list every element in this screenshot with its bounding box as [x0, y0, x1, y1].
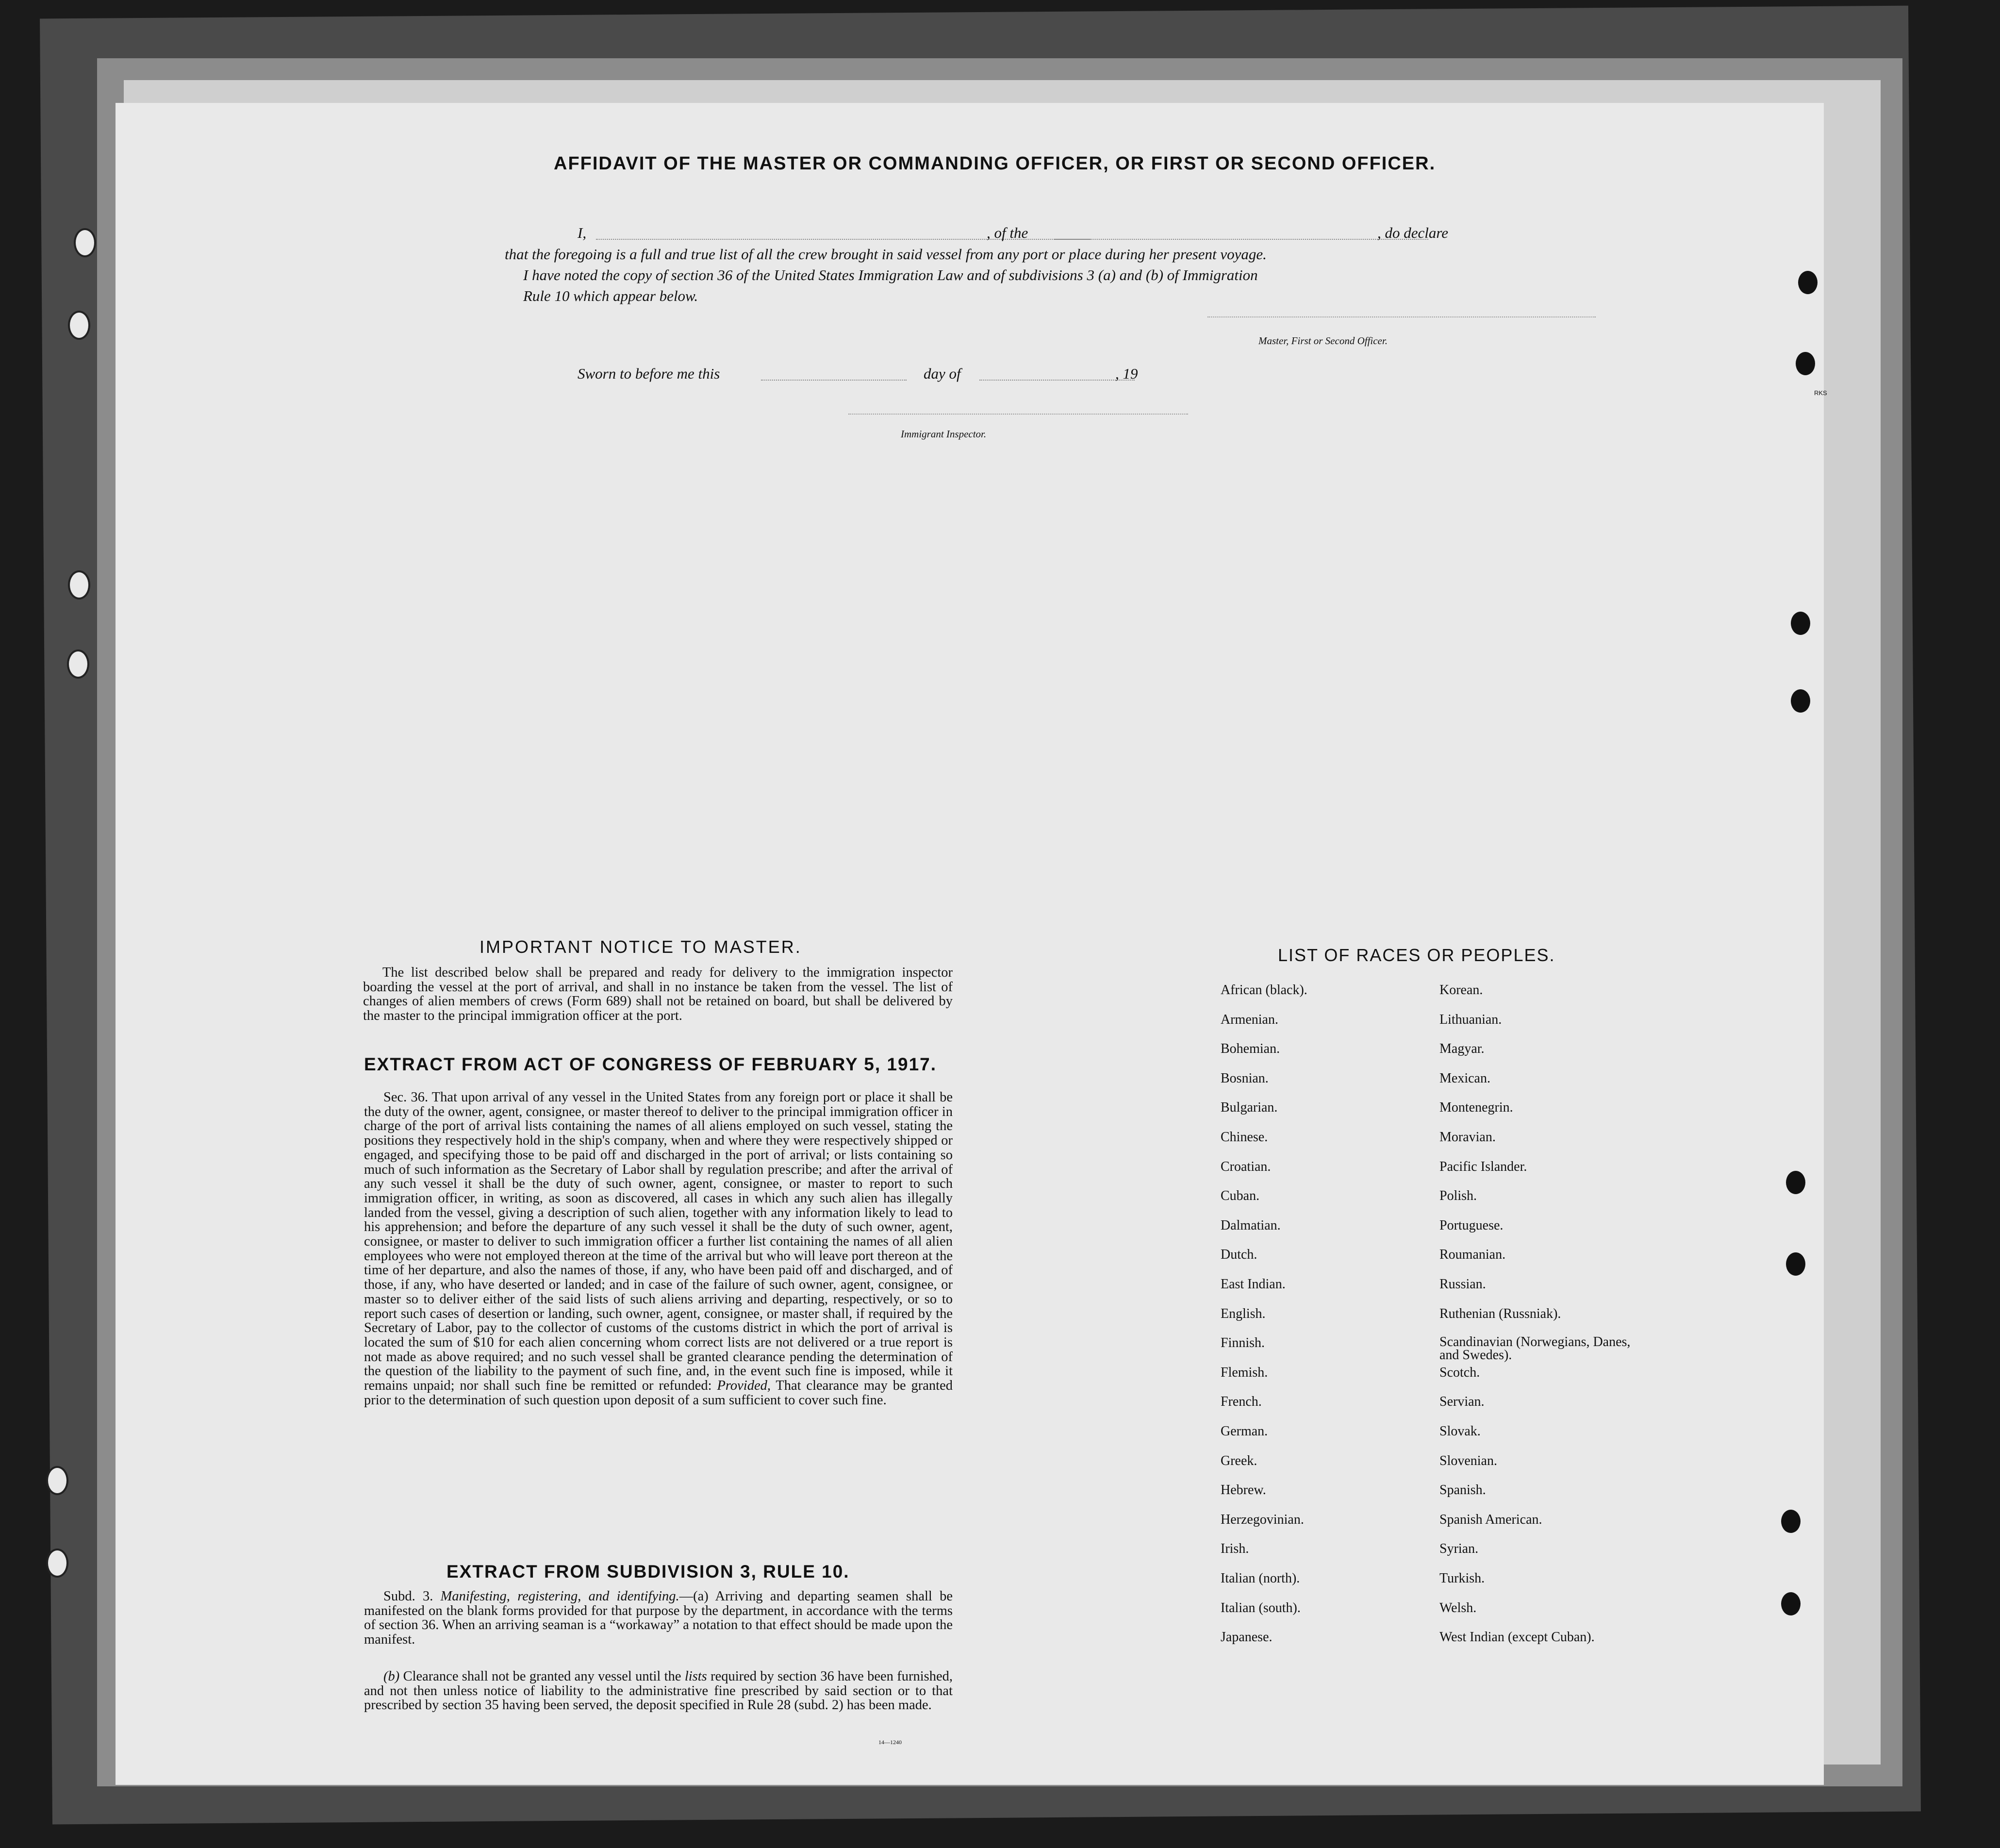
declaration-line-4: Rule 10 which appear below.	[523, 287, 698, 304]
sworn-day-blank	[761, 380, 907, 381]
declaration-of-the: , of the	[987, 224, 1028, 241]
punch-mark	[1798, 271, 1818, 294]
race-entry: Roumanian.	[1439, 1247, 1506, 1263]
race-entry: Finnish.	[1221, 1335, 1265, 1351]
binder-hole	[68, 570, 90, 599]
subd-b-start: Clearance shall not be granted any vessel until the	[403, 1669, 681, 1684]
section-36-end: That clearance may be granted prior to the determination of such question upon deposit of a sum sufficient to cover such fine.	[364, 1378, 953, 1408]
punch-mark	[1791, 612, 1810, 635]
sworn-month-blank	[979, 380, 1135, 381]
binder-hole	[67, 649, 89, 679]
margin-fragment: RKS	[1814, 389, 1827, 397]
notice-body	[363, 966, 953, 1023]
notice-title: IMPORTANT NOTICE TO MASTER.	[479, 937, 802, 957]
race-entry: African (black).	[1221, 982, 1307, 998]
punch-mark	[1796, 352, 1815, 375]
punch-mark	[1786, 1252, 1805, 1276]
race-entry: Dutch.	[1221, 1247, 1257, 1263]
race-entry: French.	[1221, 1394, 1262, 1410]
race-entry: Japanese.	[1221, 1630, 1273, 1645]
affidavit-title: AFFIDAVIT OF THE MASTER OR COMMANDING OFFICER, OR FIRST OR SECOND OFFICER.	[554, 153, 1436, 174]
sworn-day-of: day of	[924, 365, 961, 382]
race-entry: Italian (south).	[1221, 1600, 1301, 1615]
race-entry: Cuban.	[1221, 1188, 1260, 1204]
declaration-do-declare: , do declare	[1377, 224, 1449, 241]
race-entry: Bohemian.	[1221, 1041, 1280, 1057]
race-entry: Montenegrin.	[1439, 1100, 1513, 1115]
binder-hole	[74, 228, 96, 257]
sworn-year: , 19	[1115, 365, 1138, 382]
race-entry: Moravian.	[1439, 1130, 1496, 1145]
race-entry: Croatian.	[1221, 1159, 1271, 1174]
vessel-name-blank	[1055, 239, 1428, 240]
race-entry: Scandinavian (Norwegians, Danes, and Swedes).	[1439, 1334, 1631, 1363]
race-entry: Flemish.	[1221, 1365, 1268, 1380]
inspector-signature-line	[848, 414, 1188, 415]
race-entry: Spanish American.	[1439, 1512, 1542, 1527]
inspector-caption: Immigrant Inspector.	[901, 428, 987, 440]
race-entry: West Indian (except Cuban).	[1439, 1630, 1595, 1645]
subd-b-rest: required by section 36 have been furnished, and not then unless notice of liability to the administrative fine prescribed by said section or to that prescribed by section 35 having been served, the deposit specified in Rule 28 (subd. 2) has been made.	[364, 1669, 953, 1713]
subdivision-a	[364, 1589, 953, 1647]
race-entry: English.	[1221, 1306, 1266, 1321]
race-entry: Portuguese.	[1439, 1217, 1504, 1233]
race-entry: Ruthenian (Russniak).	[1439, 1306, 1561, 1321]
subdivision-b	[364, 1669, 953, 1713]
form-number: 14—1240	[878, 1739, 902, 1746]
race-entry: Servian.	[1439, 1394, 1485, 1410]
binder-hole	[68, 311, 90, 340]
punch-mark	[1781, 1592, 1801, 1615]
race-entry: Bosnian.	[1221, 1070, 1269, 1086]
section-label: Sec. 36.	[383, 1090, 429, 1105]
binder-hole	[46, 1548, 68, 1578]
punch-mark	[1791, 689, 1810, 713]
subd-b-label: (b)	[383, 1669, 400, 1684]
master-signature-line	[1207, 316, 1596, 317]
race-entry: Spanish.	[1439, 1482, 1486, 1498]
race-entry: Slovenian.	[1439, 1453, 1497, 1468]
race-entry: Korean.	[1439, 982, 1483, 998]
subd-heading: Manifesting, registering, and identifying.	[440, 1589, 679, 1604]
race-entry: Italian (north).	[1221, 1571, 1300, 1586]
race-entry: Polish.	[1439, 1188, 1477, 1204]
act-extract-title: EXTRACT FROM ACT OF CONGRESS OF FEBRUARY 5, 1917.	[364, 1054, 937, 1074]
provided-word: Provided,	[717, 1378, 771, 1394]
race-entry: Dalmatian.	[1221, 1217, 1281, 1233]
race-entry: Irish.	[1221, 1541, 1249, 1557]
race-entry: Hebrew.	[1221, 1482, 1266, 1498]
race-entry: Pacific Islander.	[1439, 1159, 1527, 1174]
race-entry: Welsh.	[1439, 1600, 1477, 1615]
race-entry: German.	[1221, 1424, 1268, 1439]
race-entry: Syrian.	[1439, 1541, 1479, 1557]
subd-label: Subd. 3.	[383, 1589, 433, 1604]
subd-a-text: —(a) Arriving and departing seamen shall be manifested on the blank forms provided for that purpose by the department, in accordance with the terms of section 36. When an arriving seaman is a “workaway” a notation to that effect should be made upon the manifest.	[364, 1589, 953, 1648]
punch-mark	[1781, 1510, 1801, 1533]
declaration-i: I,	[578, 224, 587, 241]
affidavit-page	[116, 103, 1827, 1785]
race-entry: Russian.	[1439, 1277, 1486, 1292]
race-entry: Chinese.	[1221, 1130, 1268, 1145]
race-entry: Herzegovinian.	[1221, 1512, 1304, 1527]
race-entry: Scotch.	[1439, 1365, 1480, 1380]
section-36-text: That upon arrival of any vessel in the United States from any foreign port or place it shall be the duty of the owner, agent, consignee, or master thereof to deliver to the principal immigration officer in charge of the port of arrival lists containing the names of all aliens employed on such vessel, stating the positions they respectively hold in the ship's company, when and where they were respectively shipped or engaged, and specifying those to be paid off and discharged in the port of arrival; or lists containing so much of such information as the Secretary of Labor shall by regulation prescribe; and after the arrival of any such vessel it shall be the duty of such owner, agent, consignee, or master to report to such immigration officer, in writing, as soon as discovered, all cases in which any such alien has illegally landed from the vessel, giving a description of such alien, together with any information likely to lead to his apprehension; and before the departure of any such vessel it shall be the duty of such owner, agent, consignee, or master to deliver to such immigration officer a further list containing the names of all alien employees who were not employed thereon at the time of the arrival but who will leave port thereon at the time of her departure, and also the names of those, if any, who have been paid off and discharged, and of those, if any, who have deserted or landed; and in case of the failure of such owner, agent, consignee, or master so to deliver either of the said lists of such aliens arriving and departing, respectively, or so to report such cases of desertion or landing, such owner, agent, consignee, or master shall, if required by the Secretary of Labor, pay to the collector of customs of the customs district in which the port of arrival is located the sum of $10 for each alien concerning whom correct lists are not delivered or a true report is not made as above required; and no such vessel shall be granted clearance pending the determination of the question of the liability to the payment of such fine, and, in the event such fine is imposed, while it remains unpaid; nor shall such fine be remitted or refunded:	[364, 1090, 953, 1394]
race-entry: Mexican.	[1439, 1070, 1490, 1086]
master-signature-caption: Master, First or Second Officer.	[1258, 335, 1388, 347]
declaration-line-2: that the foregoing is a full and true list of all the crew brought in said vessel from any port or place during her present voyage.	[505, 246, 1267, 263]
sworn-prefix: Sworn to before me this	[578, 365, 720, 382]
race-entry: Greek.	[1221, 1453, 1257, 1468]
notice-text: The list described below shall be prepared and ready for delivery to the immigration inspector boarding the vessel at the port of arrival, and shall in no instance be taken from the vessel. The list of changes of alien members of crews (Form 689) shall not be retained on board, but shall be delivered by the master to the principal immigration officer at the port.	[363, 965, 953, 1024]
rule-extract-title: EXTRACT FROM SUBDIVISION 3, RULE 10.	[446, 1562, 850, 1582]
section-36-body	[364, 1090, 953, 1407]
race-entry: Armenian.	[1221, 1012, 1278, 1027]
binder-hole	[46, 1466, 68, 1495]
race-entry: Bulgarian.	[1221, 1100, 1278, 1115]
race-entry: Magyar.	[1439, 1041, 1485, 1057]
race-entry: Turkish.	[1439, 1571, 1485, 1586]
race-entry: Slovak.	[1439, 1424, 1481, 1439]
race-entry: East Indian.	[1221, 1277, 1286, 1292]
declaration-line-3: I have noted the copy of section 36 of the United States Immigration Law and of subdivisions 3 (a) and (b) of Immigration	[523, 266, 1258, 283]
subd-b-lists: lists	[684, 1669, 707, 1684]
punch-mark	[1786, 1171, 1805, 1194]
races-title: LIST OF RACES OR PEOPLES.	[1278, 945, 1555, 965]
race-entry: Lithuanian.	[1439, 1012, 1502, 1027]
